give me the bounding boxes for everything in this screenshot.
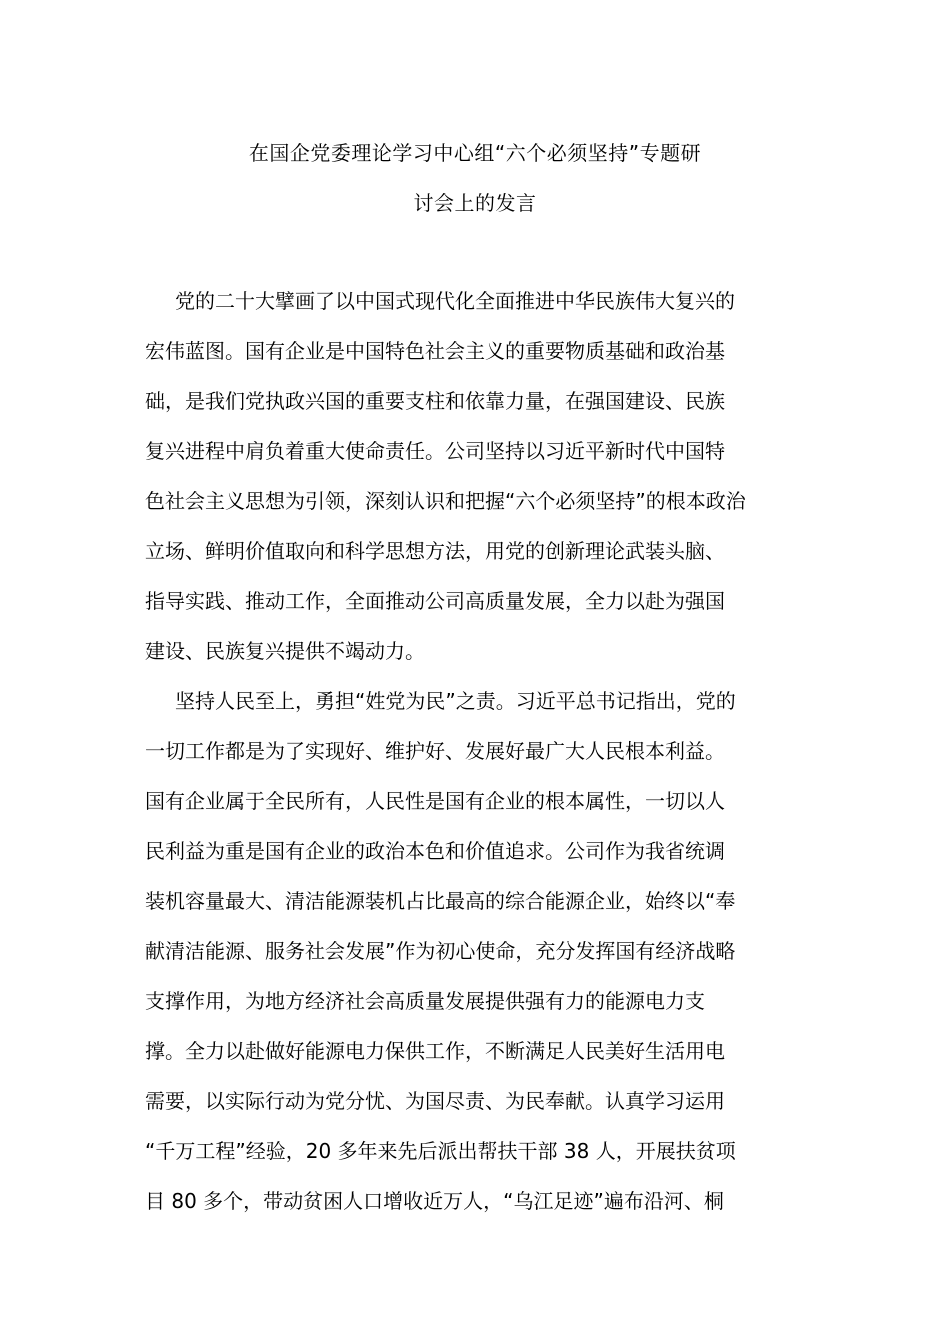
paragraph-2 bbox=[145, 676, 810, 1226]
document-body bbox=[145, 276, 810, 1226]
paragraph-line: 装机容量最大、清洁能源装机占比最高的综合能源企业，始终以“奉 bbox=[145, 889, 736, 913]
paragraph-line: 础，是我们党执政兴国的重要支柱和依靠力量，在强国建设、民族 bbox=[145, 389, 725, 413]
document-title bbox=[145, 128, 805, 228]
paragraph-line: 需要，以实际行动为党分忧、为国尽责、为民奉献。认真学习运用 bbox=[145, 1089, 725, 1113]
paragraph-line: 撑。全力以赴做好能源电力保供工作，不断满足人民美好生活用电 bbox=[145, 1039, 725, 1063]
title-line-1: 在国企党委理论学习中心组“六个必须坚持”专题研 bbox=[248, 141, 702, 165]
paragraph-line: 坚持人民至上，勇担“姓党为民”之责。习近平总书记指出，党的 bbox=[175, 689, 736, 713]
paragraph-line: 民利益为重是国有企业的政治本色和价值追求。公司作为我省统调 bbox=[145, 839, 725, 863]
paragraph-line: “千万工程”经验，20 多年来先后派出帮扶干部 38 人，开展扶贫项 bbox=[145, 1139, 736, 1163]
paragraph-1 bbox=[145, 276, 810, 676]
paragraph-line: 一切工作都是为了实现好、维护好、发展好最广大人民根本利益。 bbox=[145, 739, 725, 763]
paragraph-line: 献清洁能源、服务社会发展”作为初心使命，充分发挥国有经济战略 bbox=[145, 939, 736, 963]
paragraph-line: 色社会主义思想为引领，深刻认识和把握“六个必须坚持”的根本政治 bbox=[145, 489, 746, 513]
paragraph-line: 党的二十大擘画了以中国式现代化全面推进中华民族伟大复兴的 bbox=[175, 289, 735, 313]
paragraph-line: 建设、民族复兴提供不竭动力。 bbox=[145, 639, 425, 663]
paragraph-line: 指导实践、推动工作，全面推动公司高质量发展，全力以赴为强国 bbox=[145, 589, 725, 613]
paragraph-line: 国有企业属于全民所有，人民性是国有企业的根本属性，一切以人 bbox=[145, 789, 725, 813]
paragraph-line: 复兴进程中肩负着重大使命责任。公司坚持以习近平新时代中国特 bbox=[145, 439, 725, 463]
paragraph-line: 宏伟蓝图。国有企业是中国特色社会主义的重要物质基础和政治基 bbox=[145, 339, 725, 363]
paragraph-line: 目 80 多个，带动贫困人口增收近万人，“乌江足迹”遍布沿河、桐 bbox=[145, 1189, 724, 1213]
paragraph-line: 立场、鲜明价值取向和科学思想方法，用党的创新理论武装头脑、 bbox=[145, 539, 725, 563]
paragraph-line: 支撑作用，为地方经济社会高质量发展提供强有力的能源电力支 bbox=[145, 989, 705, 1013]
title-line-2: 讨会上的发言 bbox=[413, 191, 537, 215]
